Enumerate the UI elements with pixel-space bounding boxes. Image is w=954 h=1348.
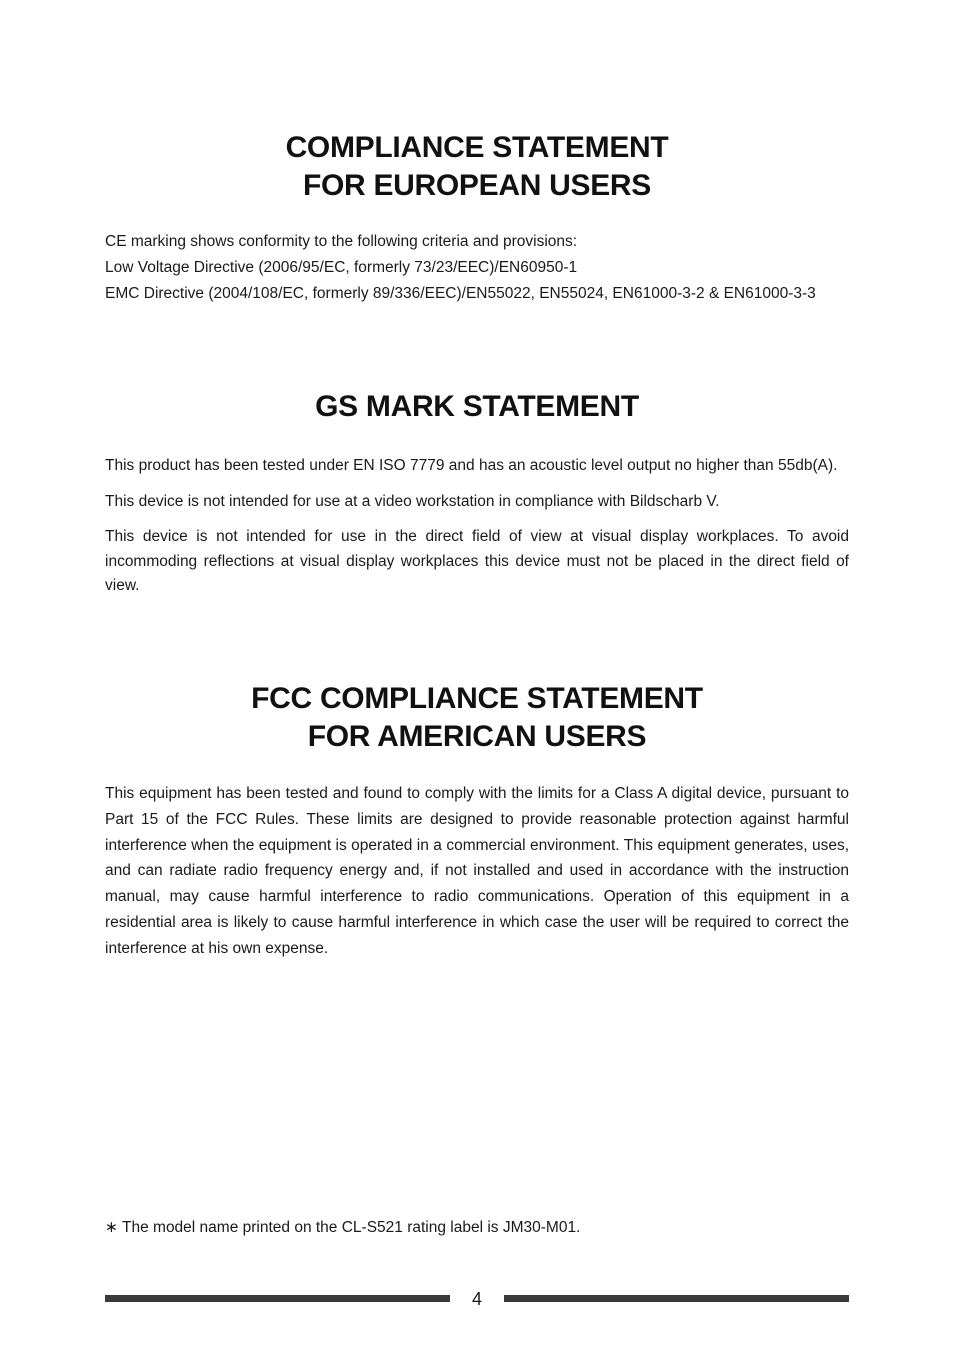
fcc-compliance-body xyxy=(105,781,849,962)
eu-compliance-heading xyxy=(105,129,849,205)
footer-rule-right xyxy=(504,1295,849,1302)
eu-heading-line1: COMPLIANCE STATEMENT xyxy=(285,131,669,164)
eu-heading-line2: FOR EUROPEAN USERS xyxy=(303,169,651,202)
page-number: 4 xyxy=(471,1289,482,1309)
fcc-compliance-heading xyxy=(105,680,849,756)
eu-body-line1: CE marking shows conformity to the following criteria and provisions: xyxy=(105,233,578,250)
gs-paragraph-3: This device is not intended for use in the direct field of view at visual display workplaces. To avoid incommoding reflections at visual display workplaces this device must not be placed in the direct field of view. xyxy=(105,528,849,594)
eu-body-line2: Low Voltage Directive (2006/95/EC, formerly 73/23/EEC)/EN60950-1 xyxy=(105,258,578,276)
model-name-footnote: ∗ The model name printed on the CL-S521 rating label is JM30-M01. xyxy=(105,1219,581,1236)
page-footer xyxy=(105,1287,849,1311)
gs-paragraph-2: This device is not intended for use at a video workstation in compliance with Bildscharb V. xyxy=(105,492,720,510)
gs-paragraph-1: This product has been tested under EN ISO 7779 and has an acoustic level output no higher than 55db(A). xyxy=(105,457,838,474)
fcc-heading-line2: FOR AMERICAN USERS xyxy=(307,720,647,753)
eu-compliance-body xyxy=(105,229,849,306)
fcc-paragraph: This equipment has been tested and found to comply with the limits for a Class A digital device, pursuant to Part 15 of the FCC Rules. These limits are designed to provide reasonable protection against harmful interference when the equipment is operated in a commercial environment. This equipment generates, uses, and can radiate radio frequency energy and, if not installed and used in accordance with the instruction manual, may cause harmful interference to radio communications. Operation of this equipment in a residential area is likely to cause harmful interference in which case the user will be required to correct the interference at his own expense. xyxy=(105,785,849,957)
gs-mark-heading xyxy=(105,388,849,426)
fcc-heading-line1: FCC COMPLIANCE STATEMENT xyxy=(251,682,703,715)
eu-body-line3: EMC Directive (2004/108/EC, formerly 89/336/EEC)/EN55022, EN55024, EN61000-3-2 & EN61000-3-3 xyxy=(105,284,816,302)
gs-mark-body xyxy=(105,454,849,610)
gs-heading-text: GS MARK STATEMENT xyxy=(315,390,639,423)
footer-rule-left xyxy=(105,1295,450,1302)
